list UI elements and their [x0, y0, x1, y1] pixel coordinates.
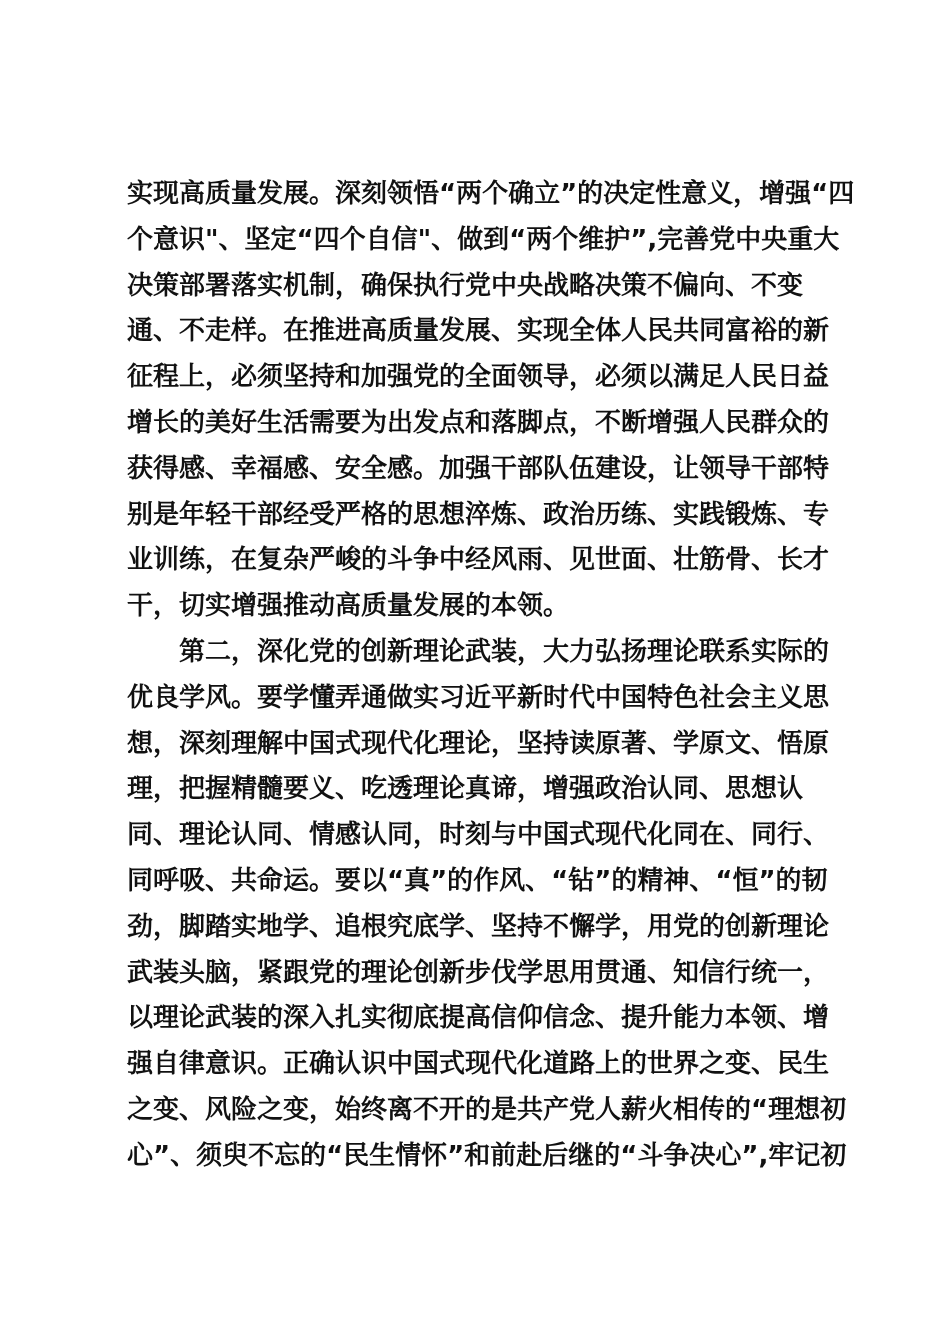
text-line: 征程上，必须坚持和加强党的全面领导，必须以满足人民日益	[127, 362, 830, 393]
text-line: 心”、须臾不忘的“民生情怀”和前赴后继的“斗争决心”,牢记初	[127, 1140, 847, 1171]
text-line: 想，深刻理解中国式现代化理论，坚持读原著、学原文、悟原	[127, 728, 830, 759]
text-line: 同呼吸、共命运。要以“真”的作风、“钻”的精神、“恒”的韧	[127, 865, 828, 896]
text-line: 决策部署落实机制，确保执行党中央战略决策不偏向、不变	[127, 270, 804, 301]
text-line: 同、理论认同、情感认同，时刻与中国式现代化同在、同行、	[127, 820, 830, 851]
text-line: 实现高质量发展。深刻领悟“两个确立”的决定性意义，增强“四	[127, 179, 855, 209]
text-line: 武装头脑，紧跟党的理论创新步伐学思用贯通、知信行统一，	[127, 957, 830, 988]
body-text	[127, 172, 855, 1180]
text-line: 优良学风。要学懂弄通做实习近平新时代中国特色社会主义思	[127, 682, 830, 713]
text-line: 干，切实增强推动高质量发展的本领。	[127, 591, 570, 622]
text-line: 以理论武装的深入扎实彻底提高信仰信念、提升能力本领、增	[127, 1003, 830, 1034]
paragraph-start-line: 第二，深化党的创新理论武装，大力弘扬理论联系实际的	[179, 636, 830, 667]
text-line: 理，把握精髓要义、吃透理论真谛，增强政治认同、思想认	[127, 774, 804, 805]
text-line: 业训练，在复杂严峻的斗争中经风雨、见世面、壮筋骨、长才	[127, 545, 830, 576]
text-line: 强自律意识。正确认识中国式现代化道路上的世界之变、民生	[127, 1049, 830, 1080]
text-line: 通、不走样。在推进高质量发展、实现全体人民共同富裕的新	[127, 316, 830, 347]
text-line: 增长的美好生活需要为出发点和落脚点，不断增强人民群众的	[127, 407, 830, 438]
text-line: 劲，脚踏实地学、追根究底学、坚持不懈学，用党的创新理论	[127, 911, 830, 942]
text-line: 之变、风险之变，始终离不开的是共产党人薪火相传的“理想初	[127, 1094, 847, 1125]
text-line: 个意识"、坚定“四个自信"、做到“两个维护”,完善党中央重大	[127, 224, 840, 255]
text-line: 获得感、幸福感、安全感。加强干部队伍建设，让领导干部特	[127, 453, 830, 484]
text-line: 别是年轻干部经受严格的思想淬炼、政治历练、实践锻炼、专	[127, 499, 830, 530]
